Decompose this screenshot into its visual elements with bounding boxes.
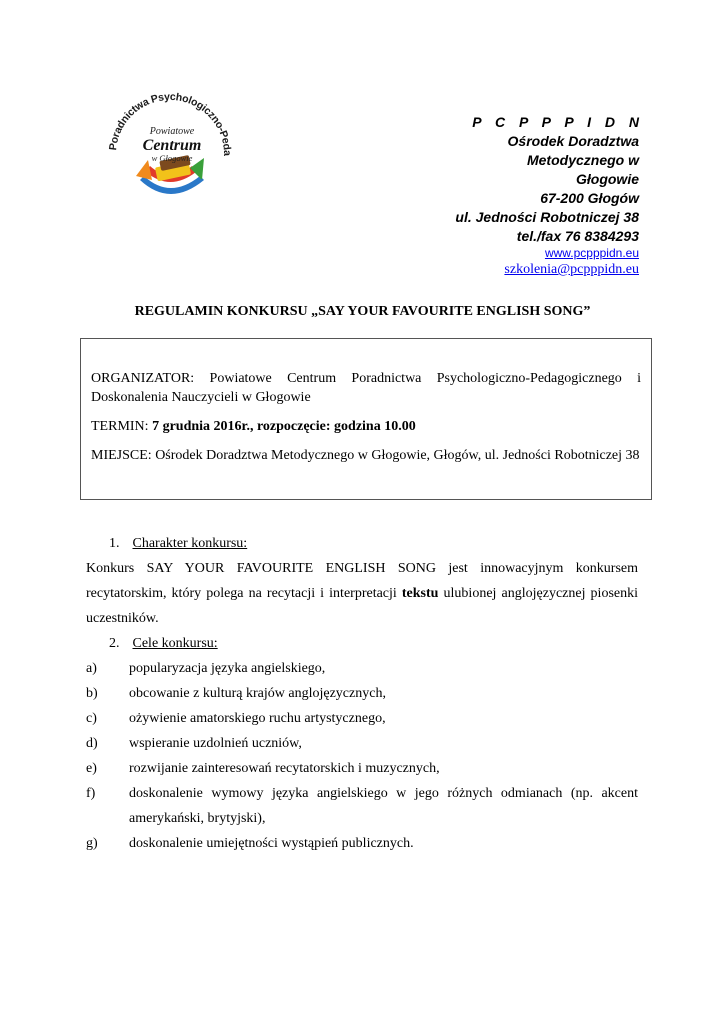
section1-number: 1.	[109, 536, 120, 551]
logo-line2: Centrum	[142, 137, 202, 154]
section1-title: Charakter konkursu:	[132, 536, 248, 551]
list-item-text: wspieranie uzdolnień uczniów,	[129, 736, 302, 751]
list-item	[86, 781, 638, 831]
section1-paragraph	[86, 556, 638, 631]
organizer-label: ORGANIZATOR:	[91, 371, 195, 386]
organizer-line	[91, 369, 641, 407]
term-value: 7 grudnia 2016r., rozpoczęcie: godzina 10.00	[152, 419, 416, 434]
list-item	[86, 756, 638, 781]
list-item-letter: e)	[86, 761, 97, 776]
postal-address: 67-200 Głogów	[540, 190, 639, 206]
list-item	[86, 831, 638, 856]
list-item-text: obcowanie z kulturą krajów anglojęzycznych,	[129, 686, 386, 701]
list-item-letter: g)	[86, 836, 98, 851]
org-name-line2: Metodycznego w	[526, 152, 639, 168]
contact-block	[339, 113, 644, 278]
logo-line3: w Głogowie	[151, 153, 193, 163]
list-item-text: rozwijanie zainteresowań recytatorskich i muzycznych,	[129, 761, 440, 776]
street-address: ul. Jedności Robotniczej 38	[455, 209, 639, 225]
place-label: MIEJSCE:	[91, 448, 152, 463]
section1-heading	[86, 531, 638, 556]
org-code: P C P P P I D N	[472, 114, 644, 130]
list-item-letter: a)	[86, 661, 97, 676]
phone-fax: tel./fax 76 8384293	[516, 228, 639, 244]
email-link[interactable]: szkolenia@pcpppidn.eu	[504, 262, 639, 277]
list-item	[86, 656, 638, 681]
place-line	[91, 446, 641, 465]
list-item-letter: f)	[86, 786, 96, 801]
logo-arc-text: Poradnictwa Psychologiczno-Peda	[107, 90, 234, 156]
logo-graphic	[96, 80, 244, 228]
list-item-letter: b)	[86, 686, 98, 701]
org-name-line1: Ośrodek Doradztwa	[507, 133, 639, 149]
list-item-text: doskonalenie wymowy języka angielskiego w jego różnych odmianach (np. akcent amerykański, brytyjski),	[129, 786, 638, 826]
list-item	[86, 681, 638, 706]
section2-heading	[86, 631, 638, 656]
list-item	[86, 706, 638, 731]
section1-text-before: Konkurs SAY YOUR FAVOURITE ENGLISH SONG jest innowacyjnym konkursem recytatorskim, który polega na recytacji i interpretacji	[86, 561, 638, 601]
section1-text-bold: tekstu	[401, 586, 439, 601]
logo-line1: Powiatowe	[149, 126, 195, 137]
website-link[interactable]: www.pcpppidn.eu	[544, 246, 639, 260]
term-label: TERMIN:	[91, 419, 149, 434]
place-value: Ośrodek Doradztwa Metodycznego w Głogowie, Głogów, ul. Jedności Robotniczej 38	[155, 448, 640, 463]
event-info-box	[80, 338, 652, 500]
organizer-value: Powiatowe Centrum Poradnictwa Psychologiczno-Pedagogicznego i Doskonalenia Nauczycieli w Głogowie	[91, 371, 642, 405]
list-item-text: ożywienie amatorskiego ruchu artystycznego,	[129, 711, 386, 726]
section2-title: Cele konkursu:	[132, 636, 218, 651]
pcpppidn-logo	[96, 80, 244, 228]
goals-list	[86, 656, 638, 856]
org-name-line3: Głogowie	[576, 171, 639, 187]
list-item-text: popularyzacja języka angielskiego,	[129, 661, 326, 676]
section1-text-after: ulubionej anglojęzycznej piosenki uczestników.	[86, 586, 639, 626]
section2-number: 2.	[109, 636, 120, 651]
list-item-text: doskonalenie umiejętności wystąpień publicznych.	[129, 836, 414, 851]
list-item-letter: c)	[86, 711, 97, 726]
rules-sections	[86, 531, 638, 856]
term-line	[91, 417, 641, 436]
list-item	[86, 731, 638, 756]
document-title: REGULAMIN KONKURSU „SAY YOUR FAVOURITE ENGLISH SONG”	[134, 304, 591, 319]
list-item-letter: d)	[86, 736, 98, 751]
